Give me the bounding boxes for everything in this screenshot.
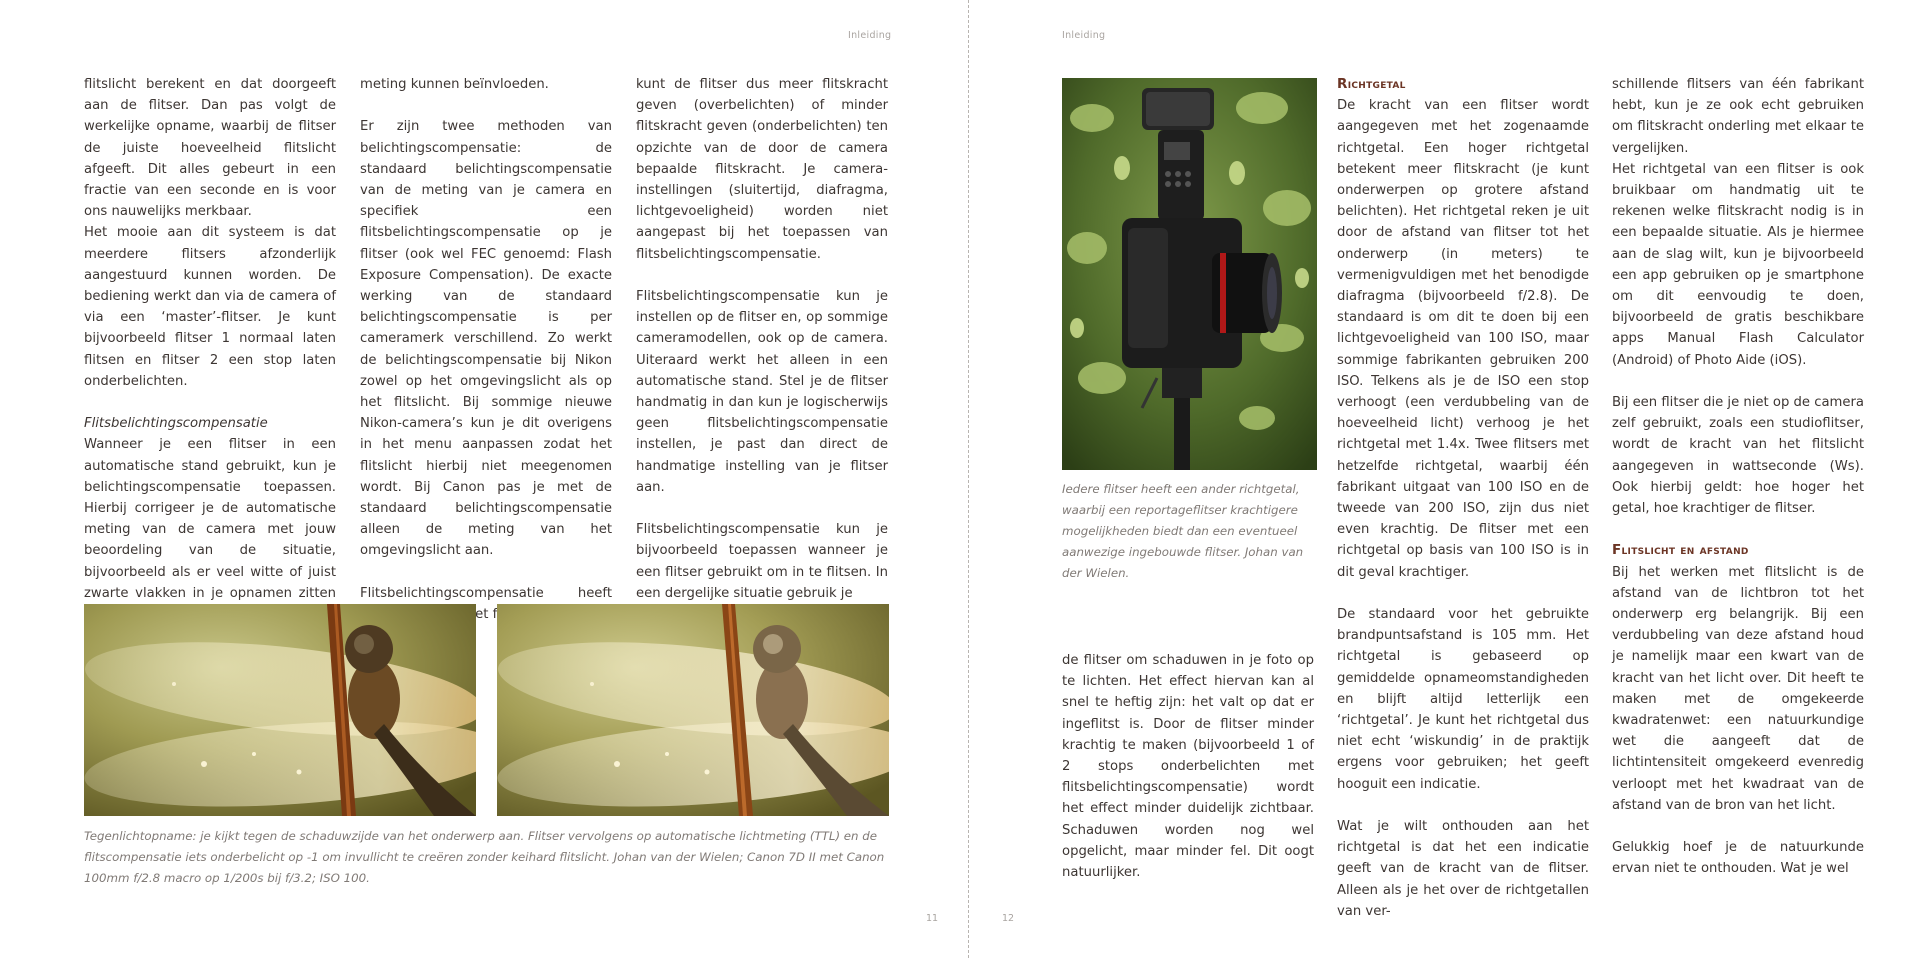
right-page-column-3 xyxy=(1612,74,1864,880)
camera-flash-photo-image xyxy=(1062,78,1317,470)
right-page-column-2 xyxy=(1337,74,1589,922)
running-head-left: Inleiding xyxy=(848,30,892,41)
body-paragraph: Bij een flitser die je niet op de camera zelf gebruikt, zoals een studioflitser, wordt de kracht van het flitslicht aangegeven in wattseconde (Ws). Ook hierbij geldt: hoe hoger het getal, hoe krachtiger de flitser. xyxy=(1612,395,1864,517)
body-paragraph: Het richtgetal van een flitser is ook bruikbaar om handmatig uit te rekenen welke flitskracht nodig is in een bepaalde situatie. Als je hiermee aan de slag wilt, kun je bijvoorbeeld een app gebruiken op je smartphone om dit eenvoudig te doen, bijvoorbeeld de gratis beschikbare apps Manual Flash Calculator (Android) of Photo Aide (iOS). xyxy=(1612,161,1864,368)
left-page-column-3 xyxy=(636,74,888,604)
dragonfly-photo-fill-flash-image xyxy=(497,604,889,816)
page-number-right: 12 xyxy=(1002,913,1015,924)
dragonfly-photo-caption: Tegenlichtopname: je kijkt tegen de schaduwzijde van het onderwerp aan. Flitser vervolgens op automatische lichtmeting (TTL) en de flitscompensatie iets onderbelicht op -1 om invullicht te creëren zonder keihard flitslicht. Johan van der Wielen; Canon 7D II met Canon 100mm f/2.8 macro op 1/200s bij f/3.2; ISO 100. xyxy=(84,829,885,885)
body-paragraph: de flitser om schaduwen in je foto op te lichten. Het effect hiervan kan al snel te heftig zijn: het valt op dat er ingeflitst is. Door de flitser minder krachtig te maken (bijvoorbeeld 1 of 2 stops onderbelichten met flitsbelichtingscompensatie) wordt het effect minder duidelijk zichtbaar. Schaduwen worden nog wel opgelicht, maar minder fel. Dit oogt natuurlijker. xyxy=(1062,653,1314,881)
dragonfly-photo-fill-flash xyxy=(497,604,889,816)
left-page-column-1 xyxy=(84,74,336,625)
body-paragraph: meting kunnen beïnvloeden. xyxy=(360,77,549,92)
body-paragraph: De kracht van een flitser wordt aangegeven met het zogenaamde richtgetal. Een hoger richtgetal betekent meer flitskracht (je kunt onderwerpen op grotere afstand belichten). Het richtgetal reken je uit door de afstand van flitser tot het onderwerp (in meters) te vermenigvuldigen met het benodigde diafragma (bijvoorbeeld f/2.8). De standaard is om dit te doen bij een lichtgevoeligheid van 100 ISO, maar sommige fabrikanten gebruiken 200 ISO. Telkens als je de ISO een stop verhoogt (een verdubbeling van de hoeveelheid licht) verhoog je het richtgetal met 1.4x. Twee flitsers met hetzelfde richtgetal, waarbij één fabrikant uitgaat van 100 ISO en de tweede van 200 ISO, zijn dus niet even krachtig. De flitser met een richtgetal op basis van 100 ISO is in dit geval krachtiger. xyxy=(1337,98,1589,580)
section-heading: Flitslicht en afstand xyxy=(1612,542,1749,559)
body-paragraph: Flitsbelichtingscompensatie kun je bijvoorbeeld toepassen wanneer je een flitser gebruikt om in te flitsen. In een dergelijke situatie gebruik je xyxy=(636,522,888,601)
section-heading: Richtgetal xyxy=(1337,76,1406,92)
page-gutter-divider xyxy=(968,0,969,958)
body-paragraph: Er zijn twee methoden van belichtingscompensatie: de standaard belichtingscompensatie van de meting van je camera en specifiek een flitsbelichtingscompensatie op je flitser (ook wel FEC genoemd: Flash Exposure Compensation). De exacte werking van de standaard belichtingscompensatie is per cameramerk verschillend. Zo werkt de belichtingscompensatie bij Nikon zowel op het omgevingslicht als op het flitslicht. Bij sommige nieuwe Nikon-camera’s kun je dit overigens in het menu aanpassen zodat het flitslicht hierbij niet meegenomen wordt. Bij Canon pas je met de standaard belichtingscompensatie alleen de meting van het omgevingslicht aan. xyxy=(360,119,612,559)
right-page xyxy=(970,0,1920,958)
body-paragraph: Flitsbelichtingscompensatie kun je instellen op de flitser en, op sommige cameramodellen, ook op de camera. Uiteraard werkt het alleen in een automatische stand. Stel je de flitser handmatig in dan kun je logischerwijs geen flitsbelichtingscompensatie instellen, je past dan direct de handmatige instelling van je flitser aan. xyxy=(636,289,888,495)
body-paragraph: flitslicht berekent en dat doorgeeft aan de flitser. Dan pas volgt de werkelijke opname, waarbij de flitser de juiste hoeveelheid flitslicht afgeeft. Dit alles gebeurt in een fractie van een seconde en is voor ons nauwelijks merkbaar. xyxy=(84,77,336,220)
body-paragraph: Bij het werken met flitslicht is de afstand van de lichtbron tot het onderwerp erg belangrijk. Bij een verdubbeling van deze afstand houd je namelijk maar een kwart van de kracht van het licht over. Dit heeft te maken met de omgekeerde kwadratenwet: een natuurkundige wet die aangeeft dat de lichtintensiteit omgekeerd evenredig verloopt met het kwadraat van de afstand van de bron van het licht. xyxy=(1612,564,1864,813)
left-page-column-2 xyxy=(360,74,612,625)
camera-flash-photo-caption: Iedere flitser heeft een ander richtgetal, waarbij een reportageflitser krachtigere mogelijkheden biedt dan een eventueel aanwezige ingebouwde flitser. Johan van der Wielen. xyxy=(1062,482,1304,580)
body-paragraph: Wanneer je een flitser in een automatische stand gebruikt, kun je belichtingscompensatie toepassen. Hierbij corrigeer je de automatische meting van de camera met jouw beoordeling van de situatie, bijvoorbeeld als er veel witte of juist zwarte vlakken in je opnamen zitten xyxy=(84,437,336,601)
body-paragraph: De standaard voor het gebruikte brandpuntsafstand is 105 mm. Het richtgetal is gebaseerd op gemiddelde opnameomstandigheden en blijft altijd letterlijk een ‘richtgetal’. Je kunt het richtgetal dus niet echt ‘wiskundig’ in de praktijk ergens voor gebruiken; het geeft hooguit een indicatie. xyxy=(1337,607,1589,792)
body-paragraph: Flitsbelichtingscompensatie heeft het xyxy=(360,585,612,623)
page-number-left: 11 xyxy=(926,913,939,924)
section-subheading: Flitsbelichtingscompensatie xyxy=(84,416,268,432)
body-paragraph: Gelukkig hoef je de natuurkunde ervan niet te onthouden. Wat je wel xyxy=(1612,840,1864,877)
body-paragraph: schillende flitsers van één fabrikant hebt, kun je ze ook echt gebruiken om flitskracht onderling met elkaar te vergelijken. xyxy=(1612,77,1864,156)
dragonfly-photo-backlit-image xyxy=(84,604,476,816)
body-paragraph: kunt de flitser dus meer flitskracht geven (overbelichten) of minder flitskracht geven (onderbelichten) ten opzichte van de door de camera bepaalde flitskracht. Je camera-instellingen (sluitertijd, diafragma, lichtgevoeligheid) worden niet aangepast bij het toepassen van flitsbelichtingscompensatie. xyxy=(636,77,888,262)
dragonfly-photo-backlit xyxy=(84,604,476,816)
right-page-column-1 xyxy=(1062,650,1314,883)
camera-flash-photo xyxy=(1062,78,1317,470)
running-head-right: Inleiding xyxy=(1062,30,1106,41)
body-paragraph: Wat je wilt onthouden aan het richtgetal is dat het een indicatie geeft van de kracht van de flitser. Alleen als je het over de richtgetallen van ver- xyxy=(1337,819,1589,919)
body-paragraph: Het mooie aan dit systeem is dat meerdere flitsers afzonderlijk aangestuurd kunnen worden. De bediening werkt dan via de camera of via een ‘master’-flitser. Je kunt bijvoorbeeld flitser 1 normaal laten flitsen en flitser 2 een stop laten onderbelichten. xyxy=(84,225,336,389)
